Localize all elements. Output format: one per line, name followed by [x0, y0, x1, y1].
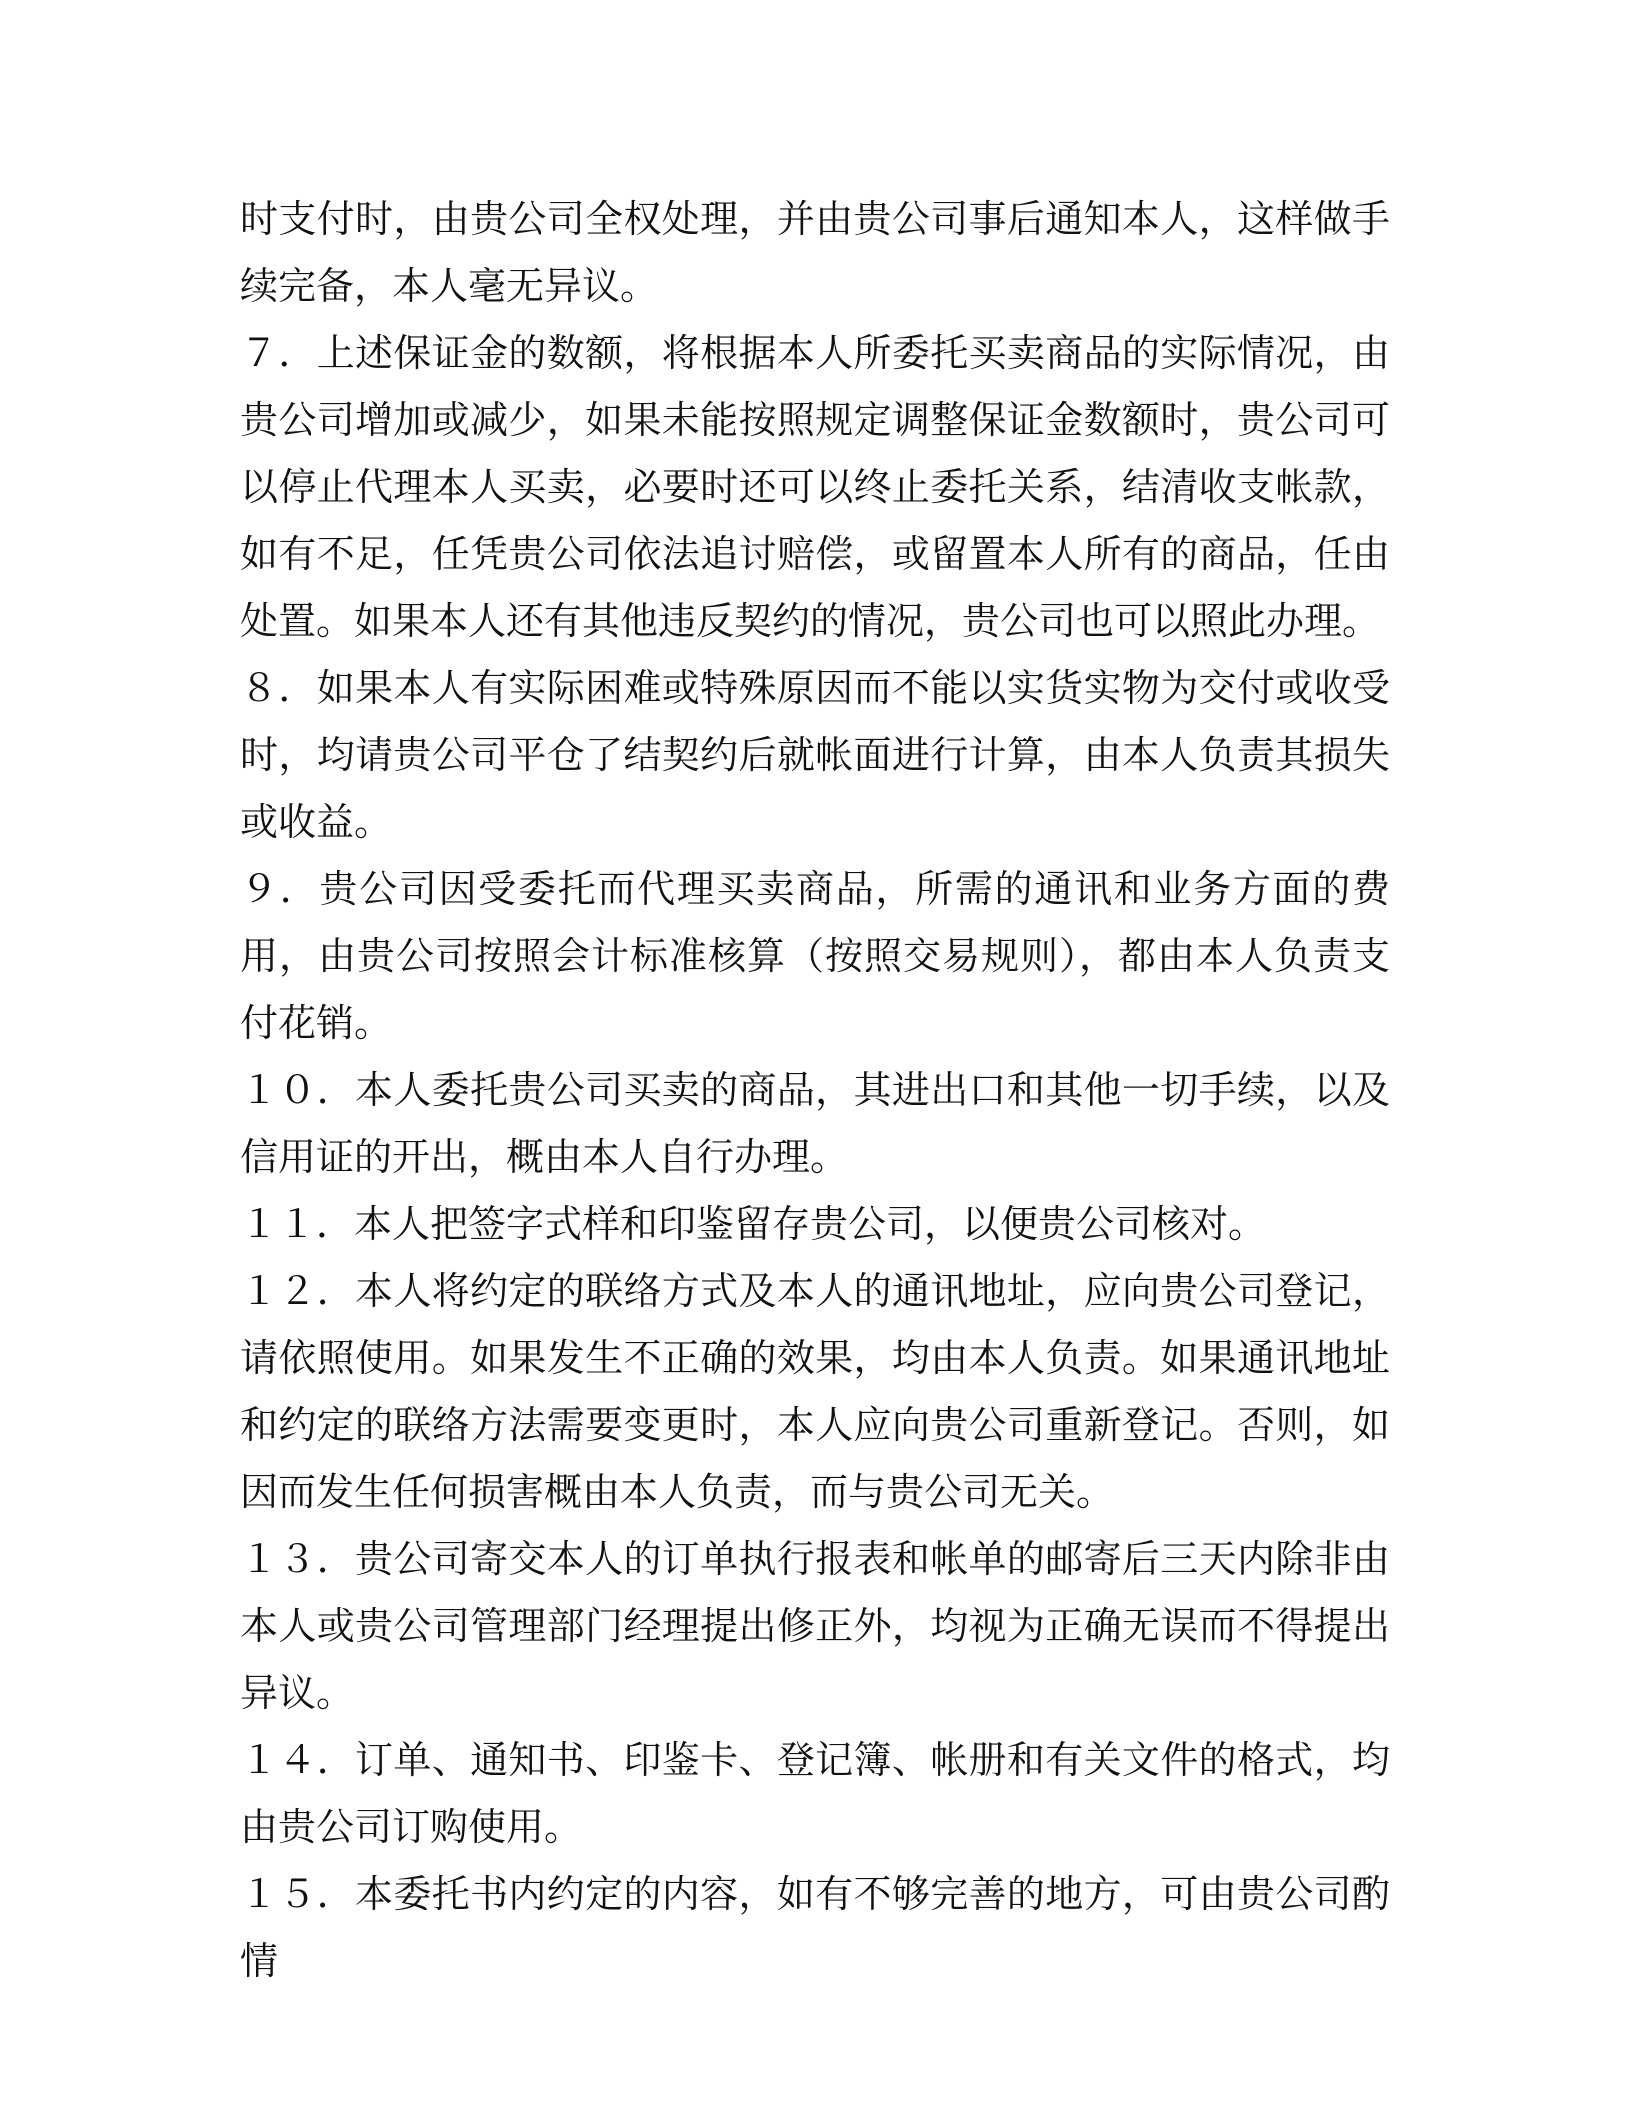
paragraph-continuation: 时支付时，由贵公司全权处理，并由贵公司事后通知本人，这样做手续完备，本人毫无异议。: [240, 197, 1390, 308]
paragraph-clause-11: １１．本人把签字式样和印鉴留存贵公司，以便贵公司核对。: [240, 1202, 1267, 1246]
paragraph-clause-12: １２．本人将约定的联络方式及本人的通讯地址，应向贵公司登记，请依照使用。如果发生不正确的效果，均由本人负责。如果通讯地址和约定的联络方法需要变更时，本人应向贵公司重新登记。否则，如因而发生任何损害概由本人负责，而与贵公司无关。: [240, 1269, 1390, 1514]
paragraph-clause-7: ７．上述保证金的数额，将根据本人所委托买卖商品的实际情况，由贵公司增加或减少，如果未能按照规定调整保证金数额时，贵公司可以停止代理本人买卖，必要时还可以终止委托关系，结清收支帐款，如有不足，任凭贵公司依法追讨赔偿，或留置本人所有的商品，任由处置。如果本人还有其他违反契约的情况，贵公司也可以照此办理。: [240, 331, 1390, 643]
paragraph-clause-9: ９．贵公司因受委托而代理买卖商品，所需的通讯和业务方面的费用，由贵公司按照会计标准核算（按照交易规则），都由本人负责支付花销。: [240, 867, 1390, 1045]
paragraph-clause-13: １３．贵公司寄交本人的订单执行报表和帐单的邮寄后三天内除非由本人或贵公司管理部门经理提出修正外，均视为正确无误而不得提出异议。: [240, 1537, 1390, 1715]
paragraph-clause-8: ８．如果本人有实际困难或特殊原因而不能以实货实物为交付或收受时，均请贵公司平仓了结契约后就帐面进行计算，由本人负责其损失或收益。: [240, 666, 1390, 844]
paragraph-clause-15: １５．本委托书内约定的内容，如有不够完善的地方，可由贵公司酌情: [240, 1872, 1390, 1983]
paragraph-clause-10: １０．本人委托贵公司买卖的商品，其进出口和其他一切手续，以及信用证的开出，概由本人自行办理。: [240, 1068, 1390, 1179]
document-body: [240, 186, 1390, 1995]
paragraph-clause-14: １４．订单、通知书、印鉴卡、登记簿、帐册和有关文件的格式，均由贵公司订购使用。: [240, 1738, 1390, 1849]
